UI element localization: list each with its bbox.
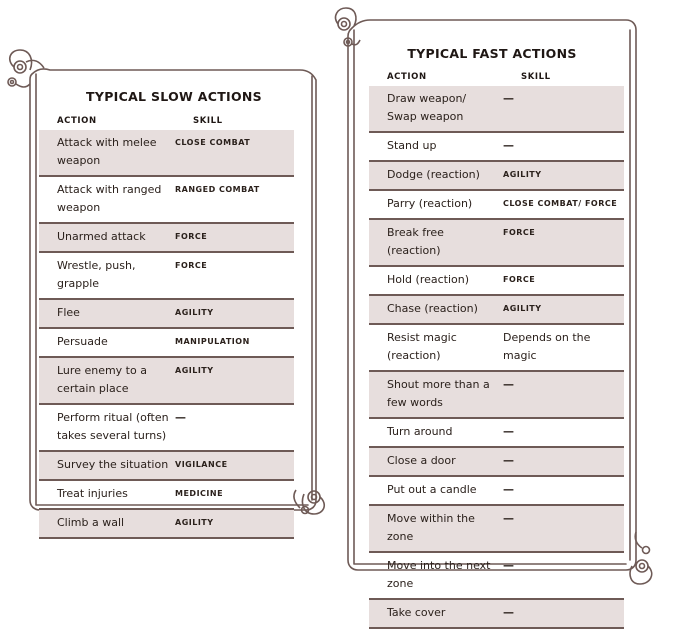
skill-cell: FORCE (175, 252, 294, 299)
table-row (39, 328, 294, 357)
skill-cell: — (175, 404, 294, 451)
table-row (39, 130, 294, 176)
skill-cell: — (503, 86, 624, 132)
table-row (369, 132, 624, 161)
skill-cell: VIGILANCE (175, 451, 294, 480)
table-row (369, 266, 624, 295)
action-cell: Dodge (reaction) (369, 161, 503, 190)
swirl-ornament-icon (630, 532, 652, 584)
action-cell: Climb a wall (39, 509, 175, 538)
skill-cell: — (503, 447, 624, 476)
action-cell: Wrestle, push, grapple (39, 252, 175, 299)
swirl-ornament-icon (8, 50, 44, 87)
table-row (369, 324, 624, 371)
fast-table-title: TYPICAL FAST ACTIONS (407, 46, 577, 61)
table-row (369, 418, 624, 447)
table-row (39, 223, 294, 252)
table-row (39, 176, 294, 223)
skill-cell: CLOSE COMBAT/ FORCE (503, 190, 624, 219)
action-cell: Attack with melee weapon (39, 130, 175, 176)
action-cell: Stand up (369, 132, 503, 161)
table-row (369, 505, 624, 552)
slow-col-action-header: ACTION (57, 116, 97, 126)
action-cell: Shout more than a few words (369, 371, 503, 418)
table-row (39, 404, 294, 451)
table-row (369, 161, 624, 190)
skill-cell: FORCE (503, 266, 624, 295)
skill-cell: AGILITY (503, 295, 624, 324)
skill-cell: FORCE (503, 219, 624, 266)
skill-cell: Depends on the magic (503, 324, 624, 371)
fast-actions-table (369, 86, 624, 629)
table-row (39, 451, 294, 480)
skill-cell: MEDICINE (175, 480, 294, 509)
table-row (369, 552, 624, 599)
fast-col-skill-header: SKILL (521, 72, 551, 82)
table-row (369, 219, 624, 266)
skill-cell: — (503, 418, 624, 447)
action-cell: Put out a candle (369, 476, 503, 505)
skill-cell: AGILITY (503, 161, 624, 190)
action-cell: Hold (reaction) (369, 266, 503, 295)
action-cell: Treat injuries (39, 480, 175, 509)
table-row (369, 476, 624, 505)
slow-actions-panel (0, 0, 330, 540)
table-row (369, 371, 624, 418)
skill-cell: CLOSE COMBAT (175, 130, 294, 176)
table-row (39, 357, 294, 404)
action-cell: Persuade (39, 328, 175, 357)
action-cell: Move within the zone (369, 505, 503, 552)
action-cell: Unarmed attack (39, 223, 175, 252)
slow-actions-table (39, 130, 294, 539)
action-cell: Perform ritual (often takes several turns) (39, 404, 175, 451)
action-cell: Resist magic (reaction) (369, 324, 503, 371)
skill-cell: — (503, 132, 624, 161)
table-row (39, 509, 294, 538)
skill-cell: — (503, 599, 624, 628)
skill-cell: MANIPULATION (175, 328, 294, 357)
action-cell: Chase (reaction) (369, 295, 503, 324)
action-cell: Draw weapon/ Swap weapon (369, 86, 503, 132)
fast-actions-panel (330, 0, 675, 619)
skill-cell: AGILITY (175, 299, 294, 328)
action-cell: Lure enemy to a certain place (39, 357, 175, 404)
action-cell: Move into the next zone (369, 552, 503, 599)
swirl-ornament-icon (336, 8, 360, 46)
table-row (39, 299, 294, 328)
table-row (369, 86, 624, 132)
table-row (369, 447, 624, 476)
table-row (369, 190, 624, 219)
action-cell: Turn around (369, 418, 503, 447)
table-row (39, 480, 294, 509)
action-cell: Parry (reaction) (369, 190, 503, 219)
table-row (369, 295, 624, 324)
slow-col-skill-header: SKILL (193, 116, 223, 126)
table-row (369, 599, 624, 628)
action-cell: Break free (reaction) (369, 219, 503, 266)
skill-cell: — (503, 505, 624, 552)
skill-cell: — (503, 552, 624, 599)
skill-cell: — (503, 476, 624, 505)
skill-cell: AGILITY (175, 357, 294, 404)
table-row (39, 252, 294, 299)
skill-cell: FORCE (175, 223, 294, 252)
skill-cell: RANGED COMBAT (175, 176, 294, 223)
action-cell: Survey the situation (39, 451, 175, 480)
action-cell: Close a door (369, 447, 503, 476)
action-cell: Flee (39, 299, 175, 328)
action-cell: Attack with ranged weapon (39, 176, 175, 223)
fast-col-action-header: ACTION (387, 72, 427, 82)
skill-cell: AGILITY (175, 509, 294, 538)
slow-table-title: TYPICAL SLOW ACTIONS (86, 89, 262, 104)
action-cell: Take cover (369, 599, 503, 628)
skill-cell: — (503, 371, 624, 418)
